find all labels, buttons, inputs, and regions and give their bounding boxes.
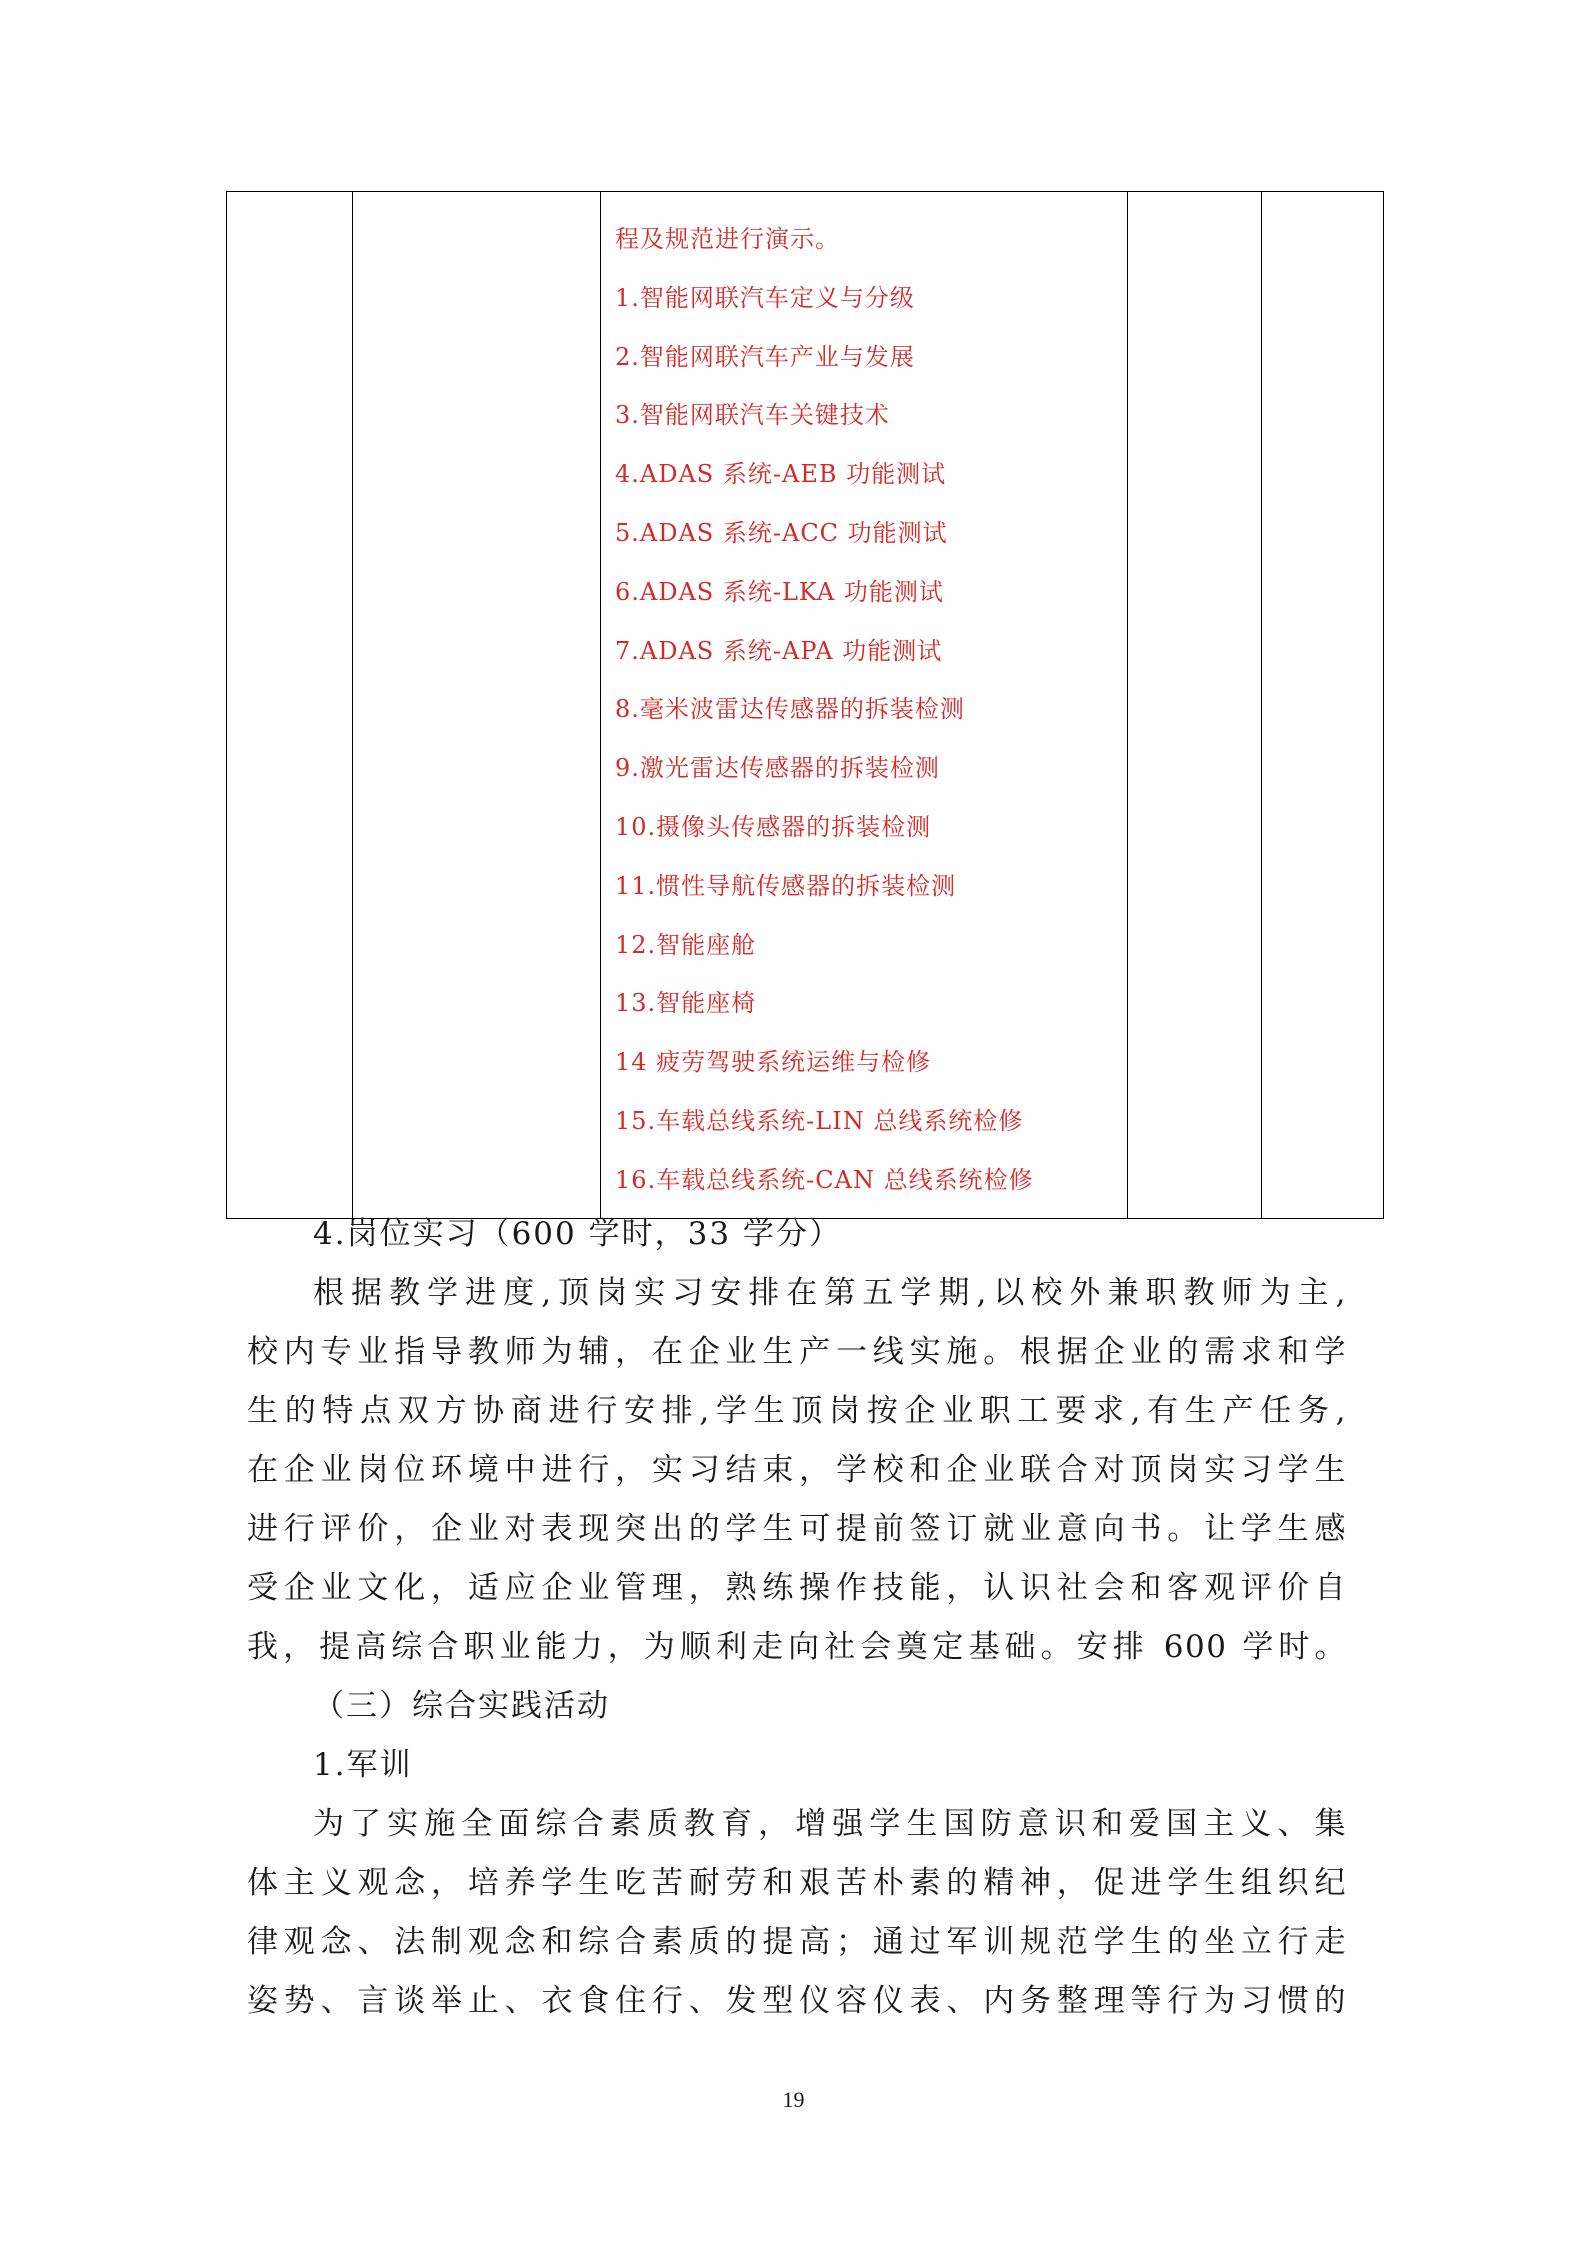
course-content-table [226,191,1384,1219]
table-row [227,192,1384,1219]
list-item: 6.ADAS 系统-LKA 功能测试 [615,577,944,606]
table-cell-empty [227,192,353,1219]
list-item: 10.摄像头传感器的拆装检测 [615,812,932,841]
continued-text: 程及规范进行演示。 [615,225,840,253]
list-item: 15.车载总线系统-LIN 总线系统检修 [615,1106,1024,1135]
page-number: 19 [782,2087,805,2112]
practice-heading: （三）综合实践活动 [313,1688,610,1724]
list-item: 3.智能网联汽车关键技术 [615,401,890,430]
paragraph-line: 进行评价，企业对表现突出的学生可提前签订就业意向书。让学生感 [247,1511,1347,1547]
list-item: 4.ADAS 系统-AEB 功能测试 [615,460,947,489]
paragraph-line: 为了实施全面综合素质教育，增强学生国防意识和爱国主义、集 [313,1806,1347,1842]
list-item: 12.智能座舱 [615,930,757,959]
table-cell-empty [353,192,601,1219]
course-content-cell [601,192,1128,1219]
list-item: 14 疲劳驾驶系统运维与检修 [615,1048,932,1077]
list-item: 1.智能网联汽车定义与分级 [615,283,915,312]
paragraph-line: 律观念、法制观念和综合素质的提高；通过军训规范学生的坐立行走 [247,1924,1347,1960]
table-cell-empty [1128,192,1262,1219]
paragraph-line: 在企业岗位环境中进行，实习结束，学校和企业联合对顶岗实习学生 [247,1452,1347,1488]
internship-heading: 4.岗位实习（600 学时，33 学分） [313,1216,842,1252]
paragraph-line: 受企业文化，适应企业管理，熟练操作技能，认识社会和客观评价自 [247,1570,1347,1606]
military-training-paragraph [247,1795,1347,2031]
internship-paragraph [247,1264,1347,1677]
list-item: 5.ADAS 系统-ACC 功能测试 [615,518,948,547]
list-item: 13.智能座椅 [615,989,757,1018]
paragraph-line: 姿势、言谈举止、衣食住行、发型仪容仪表、内务整理等行为习惯的 [247,1983,1347,2019]
list-item: 8.毫米波雷达传感器的拆装检测 [615,695,965,724]
paragraph-line: 我，提高综合职业能力，为顺利走向社会奠定基础。安排 600 学时。 [247,1629,1347,1665]
list-item: 7.ADAS 系统-APA 功能测试 [615,636,943,665]
paragraph-line: 生的特点双方协商进行安排,学生顶岗按企业职工要求,有生产任务, [247,1393,1347,1429]
list-item: 16.车载总线系统-CAN 总线系统检修 [615,1165,1034,1194]
paragraph-line: 校内专业指导教师为辅，在企业生产一线实施。根据企业的需求和学 [247,1334,1347,1370]
military-training-heading: 1.军训 [313,1747,413,1783]
table-cell-empty [1262,192,1384,1219]
list-item: 11.惯性导航传感器的拆装检测 [615,871,957,900]
paragraph-line: 体主义观念，培养学生吃苦耐劳和艰苦朴素的精神，促进学生组织纪 [247,1865,1347,1901]
paragraph-line: 根据教学进度,顶岗实习安排在第五学期,以校外兼职教师为主, [313,1275,1347,1311]
list-item: 2.智能网联汽车产业与发展 [615,342,915,371]
list-item: 9.激光雷达传感器的拆装检测 [615,754,940,783]
